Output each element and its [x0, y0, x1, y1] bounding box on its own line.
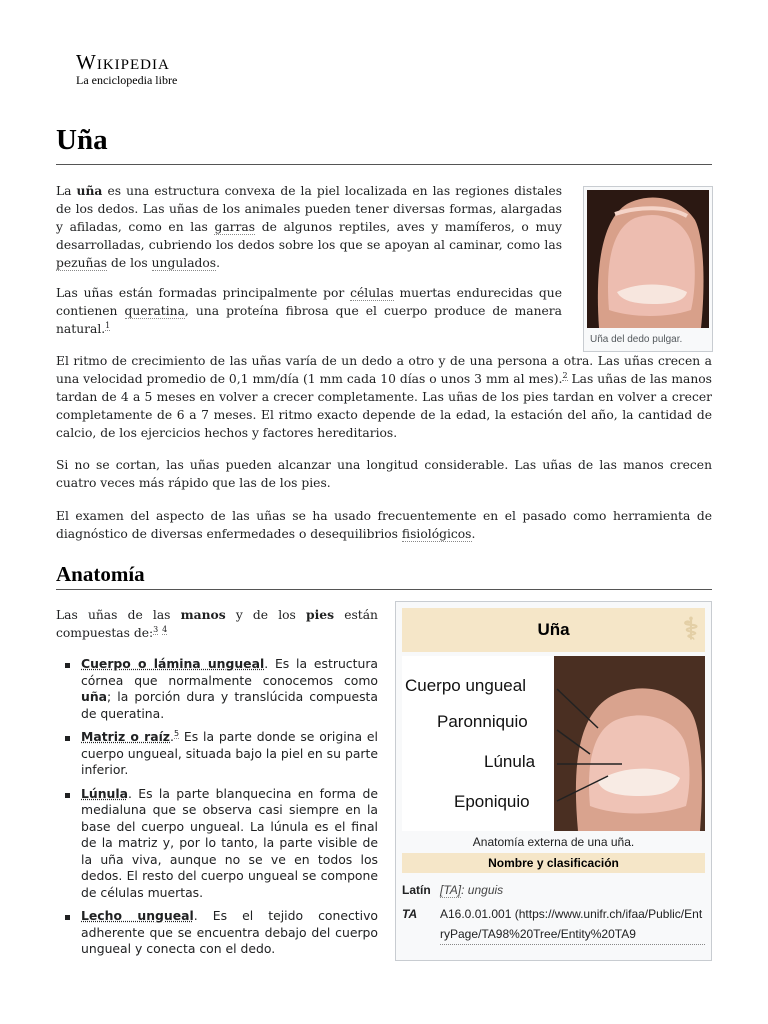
link-ta-entry[interactable]: A16.0.01.001 (https://www.unifr.ch/ifaa/Public/EntryPage/TA98%20Tree/Entity%20TA9: [440, 904, 705, 945]
ref-5[interactable]: 5: [173, 728, 180, 738]
intro-paragraph-4: Si no se cortan, las uñas pueden alcanzar una longitud considerable. Las uñas de las manos crecen cuatro veces más rápido que las de los pies.: [56, 458, 712, 490]
infobox-caption: Anatomía externa de una uña.: [472, 835, 635, 849]
list-item: Lúnula. Es la parte blanquecina en forma de medialuna que se observa casi siempre en la base del cuerpo ungueal. La lúnula es el final de la matriz y, por lo tanto, la parte visible de la uña viva, aunque no se ve en todos los dedos. El resto del cuerpo ungueal se compone de células muertas.: [63, 786, 378, 902]
logo-tagline: La enciclopedia libre: [76, 73, 178, 87]
link-cuerpo-ungueal[interactable]: Cuerpo o lámina ungueal: [81, 656, 265, 671]
list-item: Cuerpo o lámina ungueal. Es la estructura córnea que normalmente conocemos como uña; la porción dura y translúcida compuesta de queratina.: [63, 656, 378, 722]
intro-paragraph-2: Las uñas están formadas principalmente por células muertas endurecidas que contienen queratina, una proteína fibrosa que el cuerpo produce de manera natural.$^1$: [56, 286, 563, 336]
infobox-row-latin: Latín [TA]: unguis: [402, 880, 705, 900]
wikipedia-logo[interactable]: [76, 50, 177, 88]
link-fisiologicos[interactable]: fisiológicos: [401, 527, 472, 541]
latin-key: Latín: [402, 883, 431, 897]
link-garras[interactable]: garras: [214, 220, 256, 234]
list-item: Matriz o raíz.$^5$ Es la parte donde se origina el cuerpo ungueal, situada bajo la piel en su parte inferior.: [63, 729, 378, 779]
label-paronniquio: Paronniquio: [437, 712, 528, 731]
link-ungulados[interactable]: ungulados: [151, 256, 217, 270]
section-divider: [56, 589, 712, 590]
list-item: Lecho ungueal. Es el tejido conectivo adherente que se encuentra debajo del cuerpo ungueal y conecta con el dedo.: [63, 908, 378, 958]
caduceus-icon: ⚕: [682, 613, 699, 646]
intro-paragraph-3: El ritmo de crecimiento de las uñas varía de un dedo a otro y de una persona a otra. Las uñas crecen a una velocidad promedio de 0,1 mm/día (1 mm cada 10 días o unos 3 mm al mes).$^2$ Las uñas de las manos tardan de 4 a 5 meses en volver a crecer completamente. Las uñas de los pies tardan en volver a crecer completamente de 6 a 7 meses. El ritmo exacto depende de la edad, la estación del año, la cantidad de calcio, de los ejercicios hechos y factores hereditarios.: [56, 354, 712, 440]
logo-wordmark: Wikipedia: [76, 50, 170, 74]
infobox-section-header: Nombre y clasificación: [402, 853, 705, 873]
term-una-bold: uña: [81, 689, 108, 704]
link-celulas[interactable]: células: [350, 286, 394, 300]
thumb-nail-image[interactable]: [587, 190, 709, 328]
ta-key: TA: [402, 907, 418, 921]
nail-anatomy-diagram[interactable]: [402, 656, 705, 831]
infobox: [395, 601, 712, 961]
ref-2[interactable]: 2: [562, 370, 568, 380]
ref-4[interactable]: 4: [162, 624, 168, 634]
thumb-caption: Uña del dedo pulgar.: [590, 334, 683, 345]
thumbnail-figure: [583, 186, 713, 352]
anatomy-list: [63, 656, 378, 965]
section-heading-anatomia: Anatomía: [56, 562, 145, 586]
link-ta[interactable]: [TA]: [440, 883, 462, 897]
infobox-title: Uña ⚕: [402, 608, 705, 652]
term-manos: manos: [180, 607, 226, 622]
link-lecho-ungueal[interactable]: Lecho ungueal: [81, 908, 194, 923]
anatomy-intro: Las uñas de las manos y de los pies están compuestas de:$^3$ $^4$: [56, 607, 378, 640]
label-cuerpo-ungueal: Cuerpo ungueal: [405, 676, 526, 695]
link-pezunas[interactable]: pezuñas: [56, 256, 108, 270]
ref-3[interactable]: 3: [153, 624, 159, 634]
link-matriz[interactable]: Matriz o raíz: [81, 729, 171, 744]
intro-paragraph-1: La uña es una estructura convexa de la piel localizada en las regiones distales de los dedos. Las uñas de los animales pueden tener diversas formas, alargadas y afiladas, como en las garras de algunos reptiles, aves y mamíferos, o muy desarrolladas, cubriendo los dedos sobre los que se apoyan al caminar, como las pezuñas de los ungulados.: [56, 183, 563, 270]
page-title: Uña: [56, 124, 108, 156]
term-pies: pies: [306, 607, 335, 622]
term-una: uña: [76, 183, 103, 198]
link-lunula[interactable]: Lúnula: [81, 785, 128, 801]
label-lunula: Lúnula: [484, 752, 536, 771]
label-eponiquio: Eponiquio: [454, 792, 530, 811]
infobox-row-ta: [402, 904, 705, 945]
intro-paragraph-5: El examen del aspecto de las uñas se ha usado frecuentemente en el pasado como herramienta de diagnóstico de diversas enfermedades o desequilibrios fisiológicos.: [56, 509, 712, 541]
link-queratina[interactable]: queratina: [124, 304, 185, 318]
title-divider: [56, 164, 712, 165]
ref-1[interactable]: 1: [105, 320, 111, 330]
